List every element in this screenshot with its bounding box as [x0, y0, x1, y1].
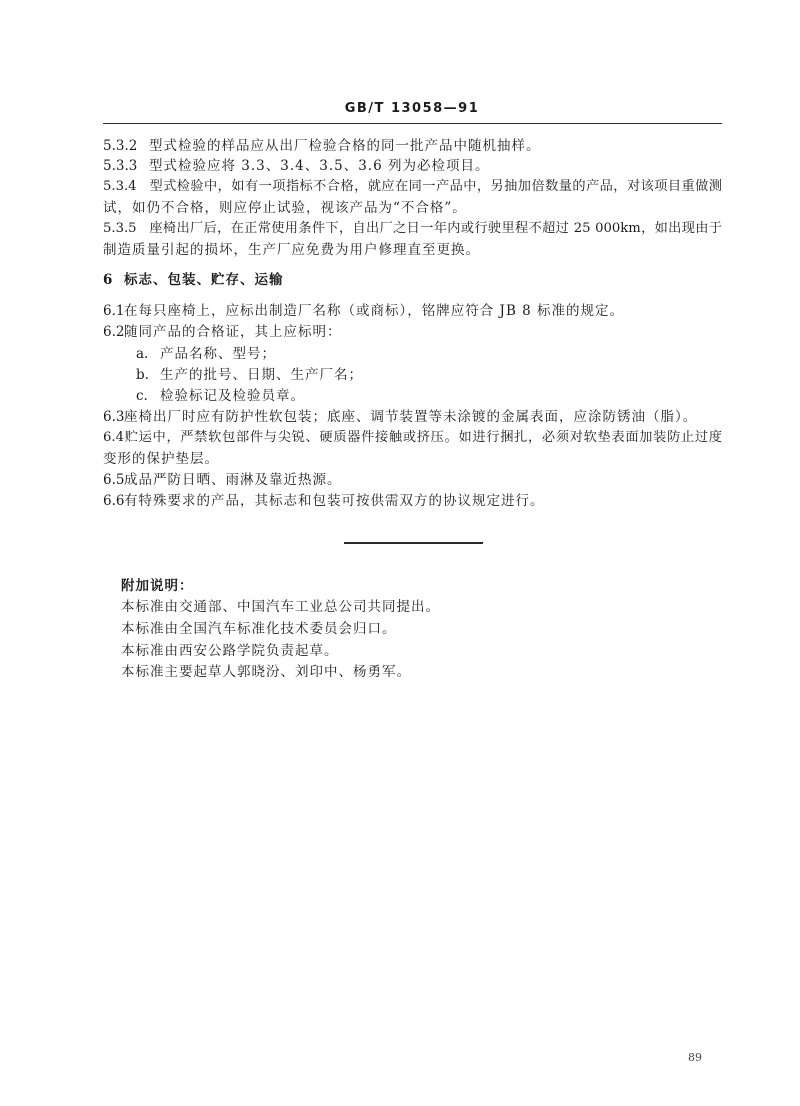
clause-text: 随同产品的合格证，其上应标明： [124, 324, 342, 340]
clause-text: 贮运中，严禁软包部件与尖锐、硬质器件接触或挤压。如进行捆扎，必须对软垫表面加装防止过度 [124, 430, 722, 445]
section-6-heading [103, 272, 284, 288]
additional-notes-title: 附加说明： [121, 578, 194, 594]
clause-number: 6.6 [103, 493, 125, 509]
clause-text: 座椅出厂后，在正常使用条件下，自出厂之日一年内或行驶里程不超过 25 000km，如出现由于 [149, 221, 722, 236]
clause-text: 座椅出厂时应有防护性软包装；底座、调节装置等未涂镀的金属表面，应涂防锈油（脂）。 [124, 409, 698, 425]
clause-5-3-2 [103, 138, 541, 154]
clause-text: 型式检验应将 3.3、3.4、3.5、3.6 列为必检项目。 [149, 158, 490, 174]
clause-6-6 [103, 493, 545, 509]
clause-6-3 [103, 409, 697, 425]
clause-5-3-4-line-2: 试，如仍不合格，则应停止试验，视该产品为“不合格”。 [103, 200, 467, 216]
standard-number-header: GB/T 13058—91 [344, 101, 480, 116]
clause-number: 6.5 [103, 472, 125, 488]
list-item [136, 388, 305, 404]
list-item [136, 367, 363, 383]
clause-5-3-5-line-1 [103, 221, 722, 237]
additional-note-line: 本标准主要起草人郭晓汾、刘印中、杨勇军。 [121, 664, 411, 680]
clause-6-1 [103, 303, 624, 319]
clause-6-5 [103, 472, 342, 488]
clause-text: 型式检验中，如有一项指标不合格，就应在同一产品中，另抽加倍数量的产品，对该项目重做测 [149, 179, 722, 194]
clause-5-3-3 [103, 158, 489, 174]
clause-number: 5.3.3 [103, 158, 138, 174]
list-item [136, 346, 276, 362]
clause-text: 在每只座椅上，应标出制造厂名称（或商标），铭牌应符合 JB 8 标准的规定。 [124, 303, 625, 319]
clause-number: 5.3.5 [103, 221, 137, 236]
clause-number: 5.3.4 [103, 179, 137, 194]
clause-text: 成品严防日晒、雨淋及靠近热源。 [124, 472, 342, 488]
list-marker: c. [136, 388, 148, 404]
list-marker: b. [136, 367, 149, 383]
clause-number: 6.1 [103, 303, 125, 319]
clause-5-3-4-line-1 [103, 179, 722, 195]
end-of-text-rule [344, 542, 483, 544]
clause-6-2 [103, 324, 342, 340]
list-marker: a. [136, 346, 149, 362]
clause-number: 6.2 [103, 324, 125, 340]
clause-number: 6.4 [103, 430, 124, 445]
clause-text: 型式检验的样品应从出厂检验合格的同一批产品中随机抽样。 [149, 138, 541, 154]
clause-6-4-line-1 [103, 430, 722, 446]
clause-number: 5.3.2 [103, 138, 138, 154]
list-text: 生产的批号、日期、生产厂名； [160, 367, 363, 383]
additional-note-line: 本标准由西安公路学院负责起草。 [121, 643, 339, 659]
clause-number: 6.3 [103, 409, 125, 425]
section-number: 6 [103, 272, 113, 288]
section-title: 标志、包装、贮存、运输 [124, 272, 284, 288]
list-text: 产品名称、型号； [160, 346, 276, 362]
additional-note-line: 本标准由全国汽车标准化技术委员会归口。 [121, 621, 397, 637]
list-text: 检验标记及检验员章。 [160, 388, 305, 404]
page-number: 89 [688, 1051, 702, 1064]
clause-6-4-line-2: 变形的保护垫层。 [103, 451, 219, 467]
header-rule [103, 123, 722, 124]
clause-text: 有特殊要求的产品，其标志和包装可按供需双方的协议规定进行。 [124, 493, 545, 509]
clause-5-3-5-line-2: 制造质量引起的损坏，生产厂应免费为用户修理直至更换。 [103, 242, 480, 258]
additional-note-line: 本标准由交通部、中国汽车工业总公司共同提出。 [121, 599, 440, 615]
